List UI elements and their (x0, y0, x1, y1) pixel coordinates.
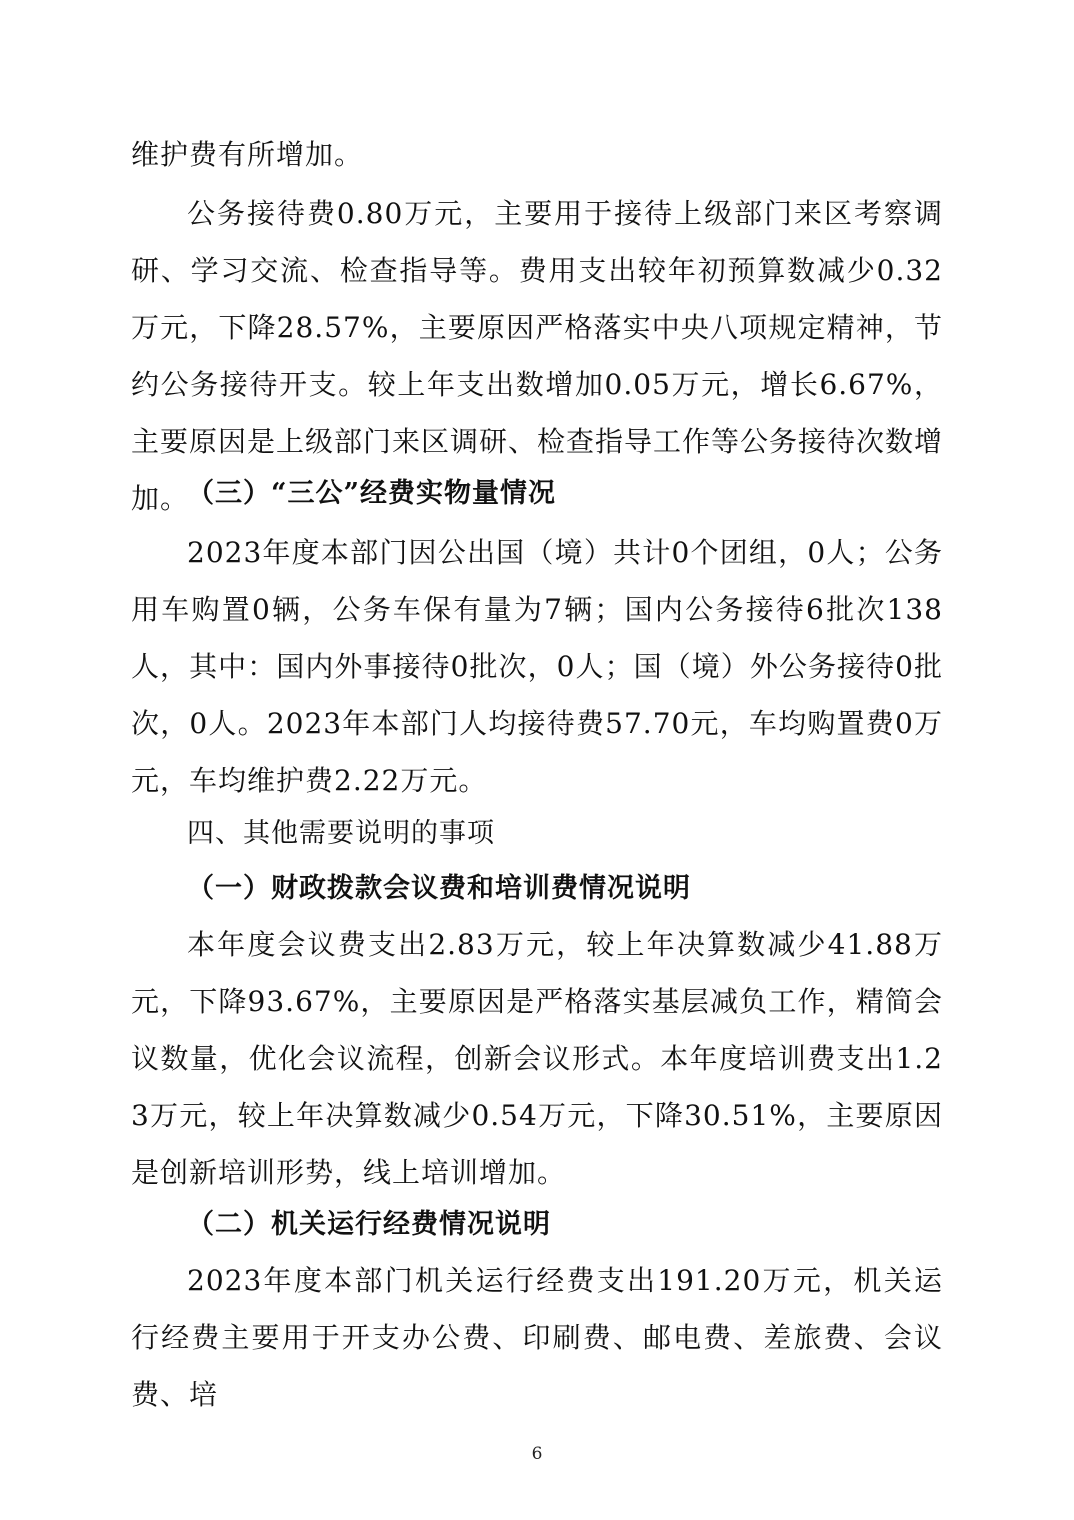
section-heading-other-matters: 四、其他需要说明的事项 (187, 818, 495, 849)
section-heading-operating-expense: （二）机关运行经费情况说明 (187, 1209, 551, 1240)
paragraph-operating-expense: 2023年度本部门机关运行经费支出191.20万元，机关运行经费主要用于开支办公费、印刷费、邮电费、差旅费、会议费、培 (131, 1264, 943, 1411)
section-heading-three-public-quantity: （三）“三公”经费实物量情况 (187, 478, 557, 509)
paragraph-maintenance-continued: 维护费有所增加。 (131, 138, 364, 171)
paragraph-reception-expense: 公务接待费0.80万元，主要用于接待上级部门来区考察调研、学习交流、检查指导等。费用支出较年初预算数减少0.32万元，下降28.57%，主要原因严格落实中央八项规定精神，节约公务接待开支。较上年支出数增加0.05万元，增长6.67%，主要原因是上级部门来区调研、检查指导工作等公务接待次数增加。 (131, 197, 944, 515)
page-number: 6 (531, 1444, 543, 1464)
section-heading-meeting-training: （一）财政拨款会议费和培训费情况说明 (187, 873, 691, 904)
paragraph-physical-quantity: 2023年度本部门因公出国（境）共计0个团组，0人；公务用车购置0辆，公务车保有量为7辆；国内公务接待6批次138人，其中：国内外事接待0批次，0人；国（境）外公务接待0批次，0人。2023年本部门人均接待费57.70元，车均购置费0万元，车均维护费2.22万元。 (131, 536, 943, 797)
paragraph-meeting-training-expense: 本年度会议费支出2.83万元，较上年决算数减少41.88万元，下降93.67%，主要原因是严格落实基层减负工作，精简会议数量，优化会议流程，创新会议形式。本年度培训费支出1.23万元，较上年决算数减少0.54万元，下降30.51%，主要原因是创新培训形势，线上培训增加。 (131, 928, 943, 1189)
